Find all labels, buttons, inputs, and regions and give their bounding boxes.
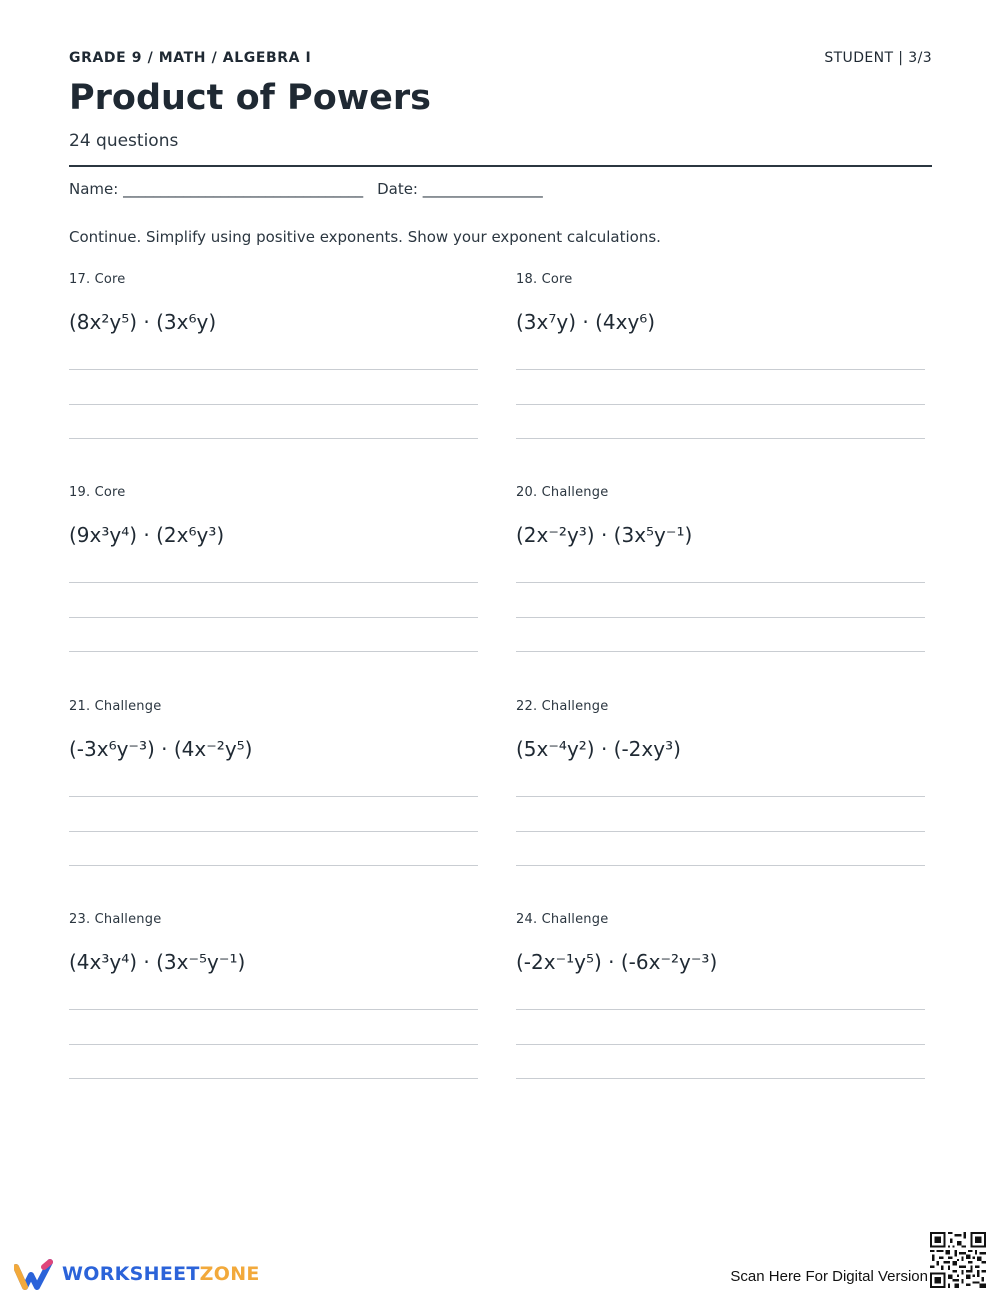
scan-caption: Scan Here For Digital Version [730,1268,928,1285]
page-title: Product of Powers [69,78,431,118]
answer-line[interactable] [516,1044,925,1045]
answer-line[interactable] [69,404,478,405]
question-item [69,699,478,899]
brand-name-part2: ZONE [199,1263,260,1285]
page-indicator: STUDENT | 3/3 [824,50,932,66]
answer-line[interactable] [516,404,925,405]
answer-line[interactable] [516,865,925,866]
question-expression: (2x⁻²y³) · (3x⁵y⁻¹) [516,523,693,547]
date-field[interactable]: Date: ________________ [377,180,543,198]
answer-line[interactable] [516,438,925,439]
worksheetzone-logo-icon [14,1259,54,1291]
name-field[interactable]: Name: ________________________________ [69,180,364,198]
instructions: Continue. Simplify using positive exponents. Show your exponent calculations. [69,228,661,246]
answer-line[interactable] [69,1078,478,1079]
name-date-row [69,180,557,198]
question-item [69,912,478,1112]
answer-line[interactable] [516,1009,925,1010]
answer-line[interactable] [69,831,478,832]
question-item [69,485,478,685]
question-expression: (5x⁻⁴y²) · (-2xy³) [516,737,681,761]
question-label: 19. Core [69,485,126,500]
question-expression: (9x³y⁴) · (2x⁶y³) [69,523,225,547]
question-label: 20. Challenge [516,485,609,500]
answer-line[interactable] [69,865,478,866]
breadcrumb: GRADE 9 / MATH / ALGEBRA I [69,50,312,66]
question-item [516,485,925,685]
answer-line[interactable] [69,369,478,370]
question-item [516,912,925,1112]
question-count: 24 questions [69,131,179,151]
answer-line[interactable] [516,582,925,583]
answer-line[interactable] [516,651,925,652]
answer-line[interactable] [516,796,925,797]
question-label: 22. Challenge [516,699,609,714]
brand-logo[interactable] [14,1257,260,1291]
answer-line[interactable] [69,582,478,583]
question-label: 21. Challenge [69,699,162,714]
answer-line[interactable] [516,617,925,618]
answer-line[interactable] [69,1044,478,1045]
brand-name-part1: WORKSHEET [62,1263,200,1285]
question-expression: (4x³y⁴) · (3x⁻⁵y⁻¹) [69,950,246,974]
question-expression: (8x²y⁵) · (3x⁶y) [69,310,217,334]
brand-name [62,1263,260,1285]
question-label: 23. Challenge [69,912,162,927]
answer-line[interactable] [69,438,478,439]
answer-line[interactable] [69,796,478,797]
question-expression: (3x⁷y) · (4xy⁶) [516,310,656,334]
answer-line[interactable] [516,1078,925,1079]
header-divider [69,165,932,167]
question-item [69,272,478,472]
question-label: 18. Core [516,272,573,287]
question-item [516,272,925,472]
top-line [69,50,932,70]
answer-line[interactable] [516,831,925,832]
question-label: 17. Core [69,272,126,287]
qr-code-icon[interactable] [930,1232,986,1288]
question-item [516,699,925,899]
question-expression: (-3x⁶y⁻³) · (4x⁻²y⁵) [69,737,253,761]
question-expression: (-2x⁻¹y⁵) · (-6x⁻²y⁻³) [516,950,718,974]
answer-line[interactable] [516,369,925,370]
question-label: 24. Challenge [516,912,609,927]
answer-line[interactable] [69,651,478,652]
answer-line[interactable] [69,1009,478,1010]
answer-line[interactable] [69,617,478,618]
